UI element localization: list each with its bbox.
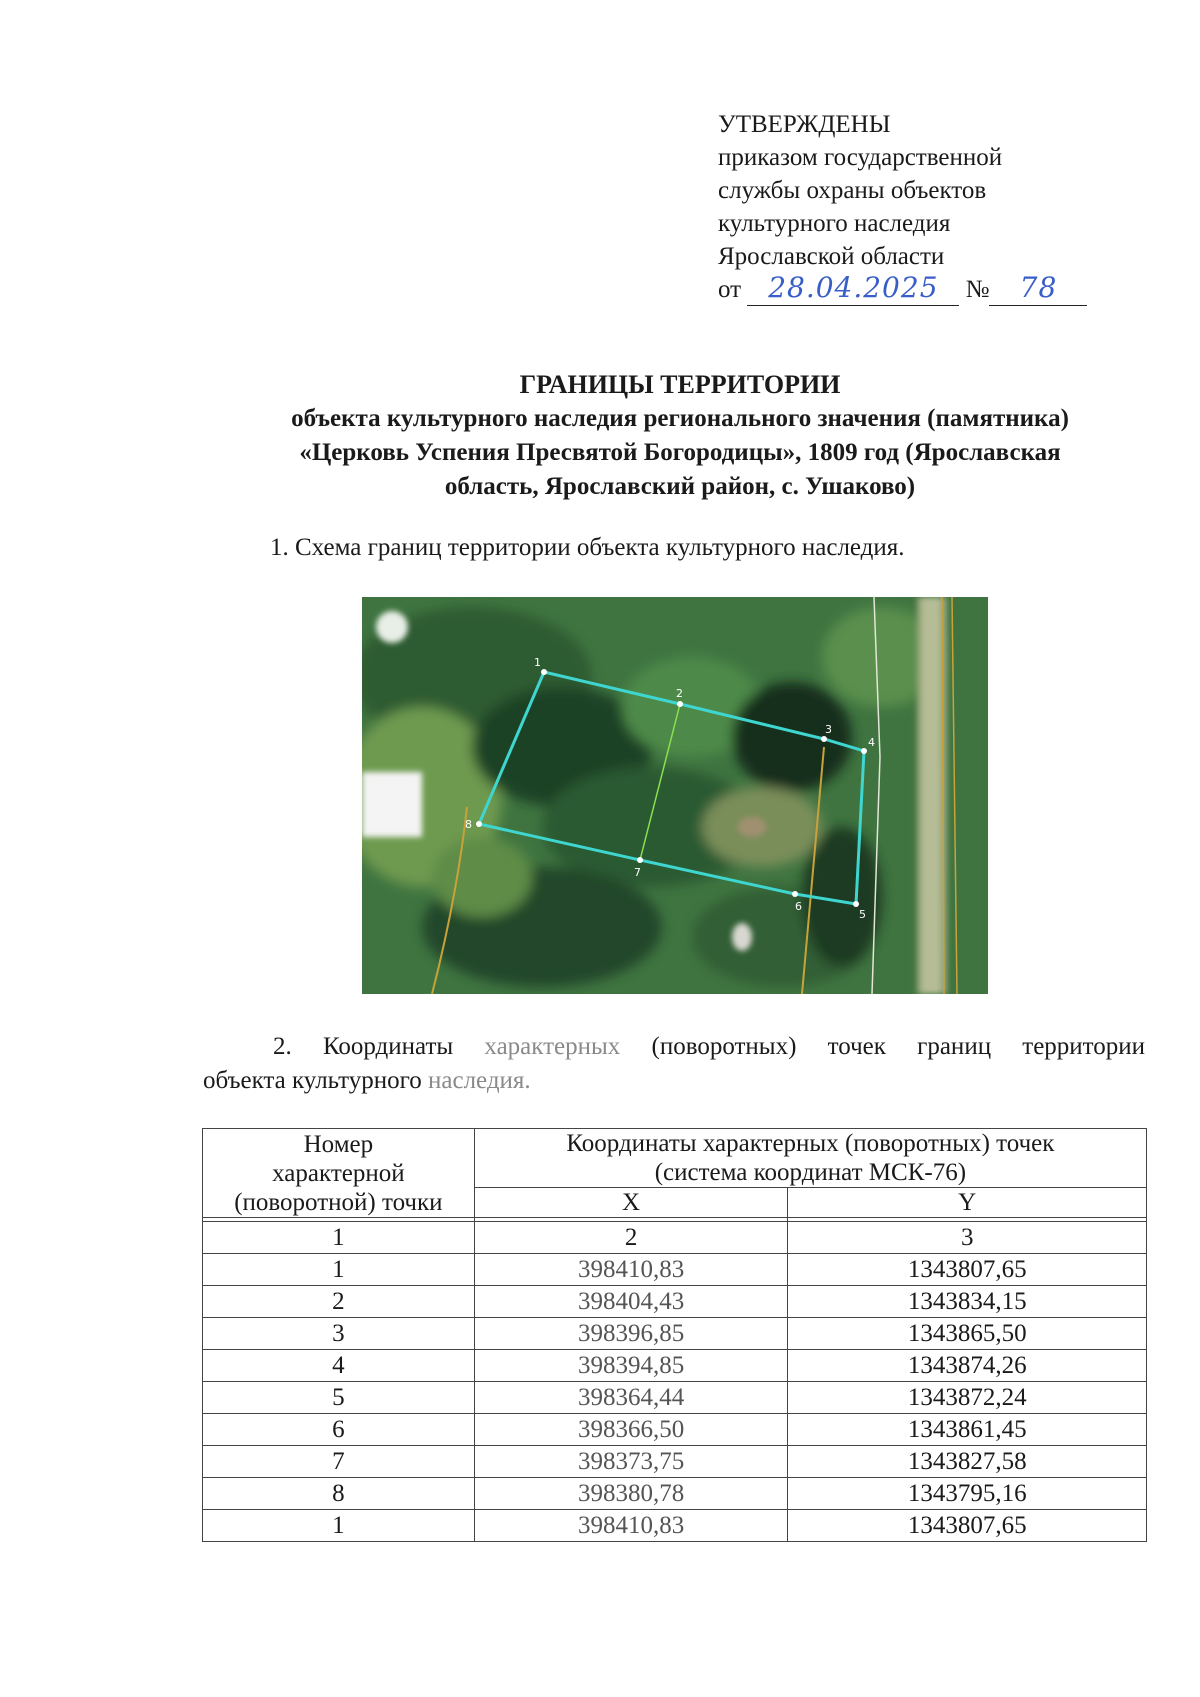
coord-y: 1343795,16: [788, 1478, 1147, 1510]
coord-y: 1343807,65: [788, 1254, 1147, 1286]
table-row: [203, 1414, 1147, 1446]
coord-y: 1343872,24: [788, 1382, 1147, 1414]
coord-x: 398364,44: [474, 1382, 788, 1414]
coord-y: 1343807,65: [788, 1510, 1147, 1542]
point-number: 6: [203, 1414, 475, 1446]
coord-x: 398380,78: [474, 1478, 788, 1510]
title-line: ГРАНИЦЫ ТЕРРИТОРИИ: [519, 370, 841, 399]
table-row: [203, 1318, 1147, 1350]
header-text: характерной: [272, 1159, 405, 1187]
approval-line: культурного наследия: [718, 210, 951, 237]
title-line: объекта культурного наследия регионального значения (памятника): [291, 405, 1069, 432]
section2-text: 2. Координаты: [273, 1033, 454, 1060]
table-row: [203, 1510, 1147, 1542]
header-text: Координаты характерных (поворотных) точек: [566, 1130, 1055, 1157]
title-line: область, Ярославский район, с. Ушаково): [444, 473, 916, 500]
header-text: (поворотной) точки: [234, 1188, 443, 1216]
title-line: «Церковь Успения Пресвятой Богородицы», 1809 год (Ярославская: [299, 439, 1061, 466]
number-value: 78: [1019, 271, 1058, 304]
approval-line: приказом государственной: [718, 144, 1003, 171]
map-point-label: 3: [825, 723, 832, 736]
point-number: 1: [203, 1510, 475, 1542]
map-point-label: 1: [534, 656, 541, 669]
point-number: 2: [203, 1286, 475, 1318]
section2-paragraph: [203, 1030, 1145, 1098]
coord-x: 398410,83: [474, 1510, 788, 1542]
coord-x: 398394,85: [474, 1350, 788, 1382]
point-number: 8: [203, 1478, 475, 1510]
map-point-label: 7: [634, 866, 641, 879]
section2-line2: [203, 1064, 1145, 1098]
section2-text: наследия.: [428, 1067, 531, 1094]
coord-x: 398366,50: [474, 1414, 788, 1446]
header-text: Номер: [303, 1130, 374, 1158]
header-text: (система координат МСК-76): [654, 1159, 967, 1186]
map-point-label: 2: [676, 687, 683, 700]
column-number: 3: [788, 1222, 1147, 1254]
section1-heading: 1. Схема границ территории объекта культурного наследия.: [270, 534, 905, 561]
table-row: [203, 1446, 1147, 1478]
approval-block: [718, 108, 1138, 306]
coord-x: 398396,85: [474, 1318, 788, 1350]
section2-line1: [203, 1030, 1145, 1064]
header-y: Y: [788, 1188, 1147, 1218]
coord-y: 1343865,50: [788, 1318, 1147, 1350]
column-number: 1: [203, 1222, 475, 1254]
table-row: [203, 1350, 1147, 1382]
section2-text: объекта культурного: [203, 1067, 422, 1094]
map-point-label: 8: [465, 818, 472, 831]
header-point-number: [203, 1129, 475, 1218]
map-image: [362, 597, 988, 994]
table-header-row: [203, 1129, 1147, 1188]
coord-y: 1343827,58: [788, 1446, 1147, 1478]
approval-line: службы охраны объектов: [718, 177, 987, 204]
point-number: 3: [203, 1318, 475, 1350]
number-prefix: №: [965, 276, 990, 303]
document-title: [180, 368, 1180, 504]
coord-y: 1343874,26: [788, 1350, 1147, 1382]
boundary-map: [362, 597, 988, 994]
table-row: [203, 1478, 1147, 1510]
approval-line: Ярославской области: [718, 243, 945, 270]
map-point-label: 5: [859, 908, 866, 921]
approval-heading: УТВЕРЖДЕНЫ: [718, 111, 891, 138]
coord-x: 398410,83: [474, 1254, 788, 1286]
point-number: 4: [203, 1350, 475, 1382]
map-point-label: 4: [868, 736, 875, 749]
coord-y: 1343861,45: [788, 1414, 1147, 1446]
table-row: [203, 1382, 1147, 1414]
coord-y: 1343834,15: [788, 1286, 1147, 1318]
point-number: 1: [203, 1254, 475, 1286]
column-number: 2: [474, 1222, 788, 1254]
approval-date-number: [718, 273, 1138, 306]
date-value: 28.04.2025: [768, 271, 939, 304]
section2-text: (поворотных) точек границ территории: [651, 1033, 1146, 1060]
map-point-label: 6: [795, 900, 802, 913]
header-x: X: [474, 1188, 788, 1218]
point-number: 5: [203, 1382, 475, 1414]
date-prefix: от: [718, 276, 742, 303]
section2-text: характерных: [484, 1033, 621, 1060]
table-row: [203, 1286, 1147, 1318]
point-number: 7: [203, 1446, 475, 1478]
coordinates-table: [202, 1128, 1147, 1542]
column-number-row: [203, 1222, 1147, 1254]
date-field: [747, 273, 959, 306]
coord-x: 398373,75: [474, 1446, 788, 1478]
coord-x: 398404,43: [474, 1286, 788, 1318]
number-field: [989, 273, 1087, 306]
header-coordinates-group: [474, 1129, 1146, 1188]
table-row: [203, 1254, 1147, 1286]
